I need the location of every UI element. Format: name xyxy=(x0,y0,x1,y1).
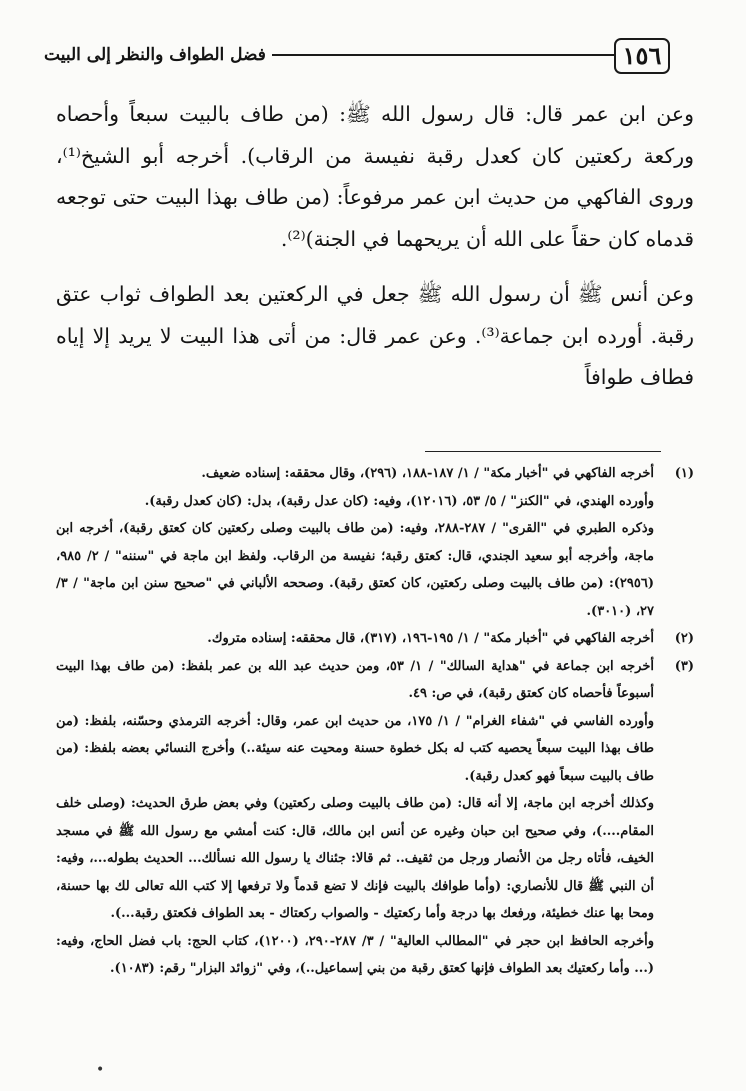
footnote-line: وذكره الطبري في "القرى" / ٢٨٧-٢٨٨، وفيه: (من طاف بالبيت وصلى ركعتين كان كعتق رقبة)، أخرجه ابن ماجة، وأخرجه أبو سعيد الجندي، قال: كعتق رقبة؛ نفيسة من الرقاب. ولفظ ابن ماجة في "سننه" / ٢/ ٩٨٥، (٢٩٥٦): (من طاف بالبيت وصلى ركعتين، كان كعتق رقبة). وصححه الألباني في "صحيح سنن ابن ماجة" / ٣/ ٢٧، (٣٠١٠). xyxy=(56,521,655,619)
footnote-line: وأورده الهندي، في "الكنز" / ٥/ ٥٣، (١٢٠١٦)، وفيه: (كان عدل رقبة)، بدل: (كان كعدل رقبة). xyxy=(144,493,654,509)
paragraph: وعن ابن عمر قال: قال رسول الله ﷺ: (من طاف بالبيت سبعاً وأحصاه وركعة ركعتين كان كعدل رقبة نفيسة من الرقاب). أخرجه أبو الشيخ⁽¹⁾، وروى الفاكهي من حديث ابن عمر مرفوعاً: (من طاف بهذا البيت حتى توجعه قدماه كان حقاً على الله أن يريحهما في الجنة)⁽²⁾. xyxy=(56,102,694,251)
scan-mark: • xyxy=(96,1062,105,1078)
footnote-line: وأورده الفاسي في "شفاء الغرام" / ١/ ١٧٥، من حديث ابن عمر، وقال: أخرجه الترمذي وحسّنه، بلفظ: (من طاف بهذا البيت سبعاً يحصيه كتب له بكل خطوة حسنة ومحيت عنه سيئة..) وأخرج النسائي بعضه بلفظ: (من طاف بالبيت سبعاً فهو كعدل رقبة). xyxy=(56,713,654,784)
page-number: ١٥٦ xyxy=(614,38,670,74)
paragraph: وعن أنس ﷺ أن رسول الله ﷺ جعل في الركعتين بعد الطواف ثواب عتق رقبة. أورده ابن جماعة⁽³⁾. وعن عمر قال: من أتى هذا البيت لا يريد إلا إياه فطاف طوافاً xyxy=(56,282,694,389)
footnote-line: وكذلك أخرجه ابن ماجة، إلا أنه قال: (من طاف بالبيت وصلى ركعتين) وفي بعض طرق الحديث: (وصلى خلف المقام....)، وفي صحيح ابن حبان وغيره عن أنس ابن مالك، قال: كنت أمشي مع رسول الله ﷺ في مسجد الخيف، فأتاه رجل من الأنصار ورجل من ثقيف.. ثم قالا: جئناك يا رسول الله نسألك... الحديث بطوله...، وفيه: أن النبي ﷺ قال للأنصاري: (وأما طوافك بالبيت فإنك لا تضع قدماً ولا ترفعها إلا كتب الله تعالى لك بها حسنة، ومحا بها عنك خطيئة، ورفعك بها درجة وأما ركعتيك - والصواب ركعتاك - بعد الطواف فكعتق رقبة...). xyxy=(56,796,654,921)
footnote-number: (٣) xyxy=(674,658,694,674)
chapter-title: فضل الطواف والنظر إلى البيت xyxy=(44,41,272,69)
footnote-separator xyxy=(425,451,661,452)
footnote-number: (٢) xyxy=(674,631,694,646)
footnote xyxy=(56,460,694,625)
footnote xyxy=(56,625,694,653)
running-header xyxy=(44,38,670,78)
footnote-line: أخرجه ابن جماعة في "هداية السالك" / ١/ ٥٣، ومن حديث عبد الله بن عمر بلفظ: (من طاف بهذا البيت أسبوعاً فأحصاه كان كعتق رقبة)، في ص: ٤٩. xyxy=(56,658,654,701)
footnote-line: أخرجه الفاكهي في "أخبار مكة" / ١/ ١٨٧-١٨٨، (٢٩٦)، وقال محققه: إسناده ضعيف. xyxy=(201,466,654,481)
footnote-number: (١) xyxy=(674,466,694,481)
footnotes xyxy=(56,460,694,983)
footnote-line: أخرجه الفاكهي في "أخبار مكة" / ١/ ١٩٥-١٩٦، (٣١٧)، قال محققه: إسناده متروك. xyxy=(207,631,654,646)
footnote-line: وأخرجه الحافظ ابن حجر في "المطالب العالية" / ٣/ ٢٨٧-٢٩٠، (١٢٠٠)، كتاب الحج: باب فضل الحاج، وفيه: (... وأما ركعتيك بعد الطواف فإنها كعتق رقبة من بني إسماعيل..)، وفي "زوائد البزار" رقم: (١٠٨٣). xyxy=(56,933,654,976)
main-text xyxy=(56,94,694,399)
footnote xyxy=(56,653,694,983)
